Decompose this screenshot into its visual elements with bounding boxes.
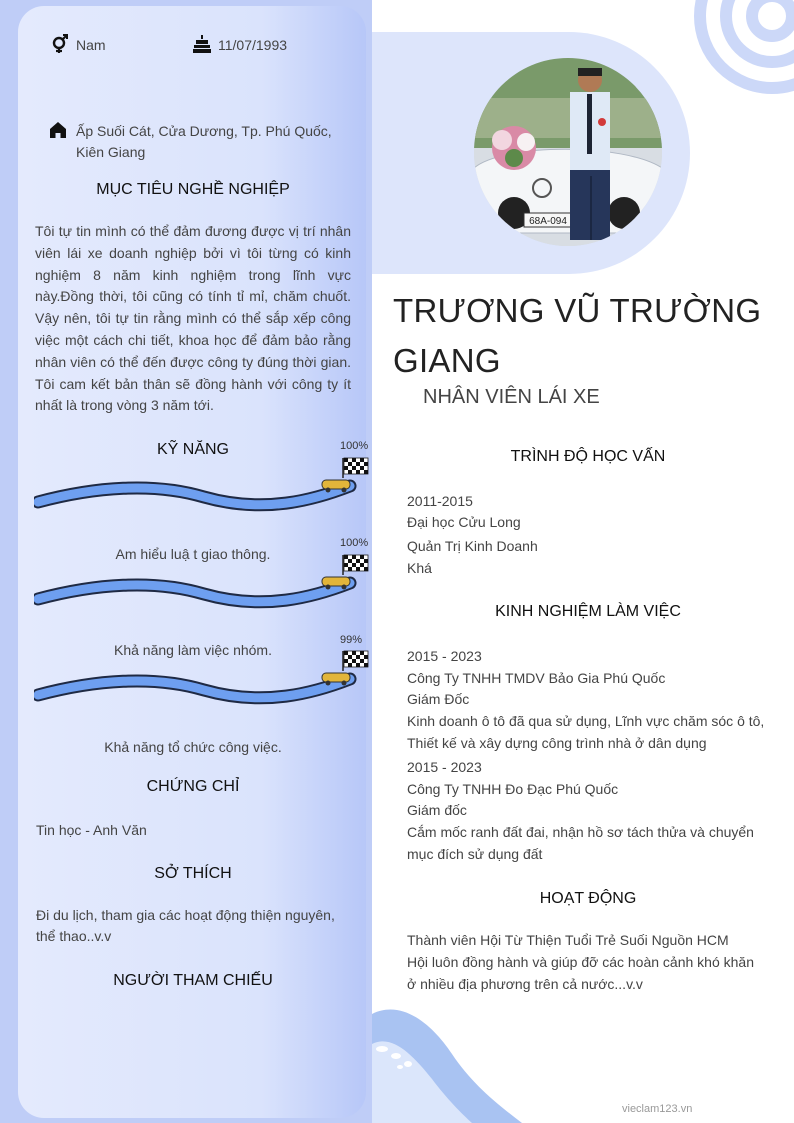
- skill-percent: 99%: [340, 634, 363, 646]
- objective-text: Tôi tự tin mình có thể đảm đương được vị trí nhân viên lái xe doanh nghiệp bởi vì tôi từng có kinh nghiệm 8 năm kinh nghiệm trong lĩnh vực này.Đồng thời, tôi cũng có tính tỉ mỉ, chăm chuốt. Vậy nên, tôi tự tin rằng mình có thể sắp xếp công việc một cách chi tiết, khoa học để đảm bảo rằng nhân viên có thể đến được công ty đúng thời gian. Tôi cam kết bản thân sẽ đồng hành với công ty ít nhất là trong vòng 3 năm tới.: [35, 223, 351, 414]
- experience-description: Kinh doanh ô tô đã qua sử dụng, Lĩnh vực chăm sóc ô tô, Thiết kế và xây dựng công trình nhà ở dân dụng: [407, 713, 765, 751]
- objective-title: MỤC TIÊU NGHỀ NGHIỆP: [96, 181, 290, 198]
- gender-icon: [50, 34, 70, 54]
- skill-road-graphic: [34, 549, 374, 619]
- checkered-flag-icon: [343, 458, 368, 478]
- hobbies-text: Đi du lịch, tham gia các hoạt động thiện nguyên, thể thao..v.v: [36, 907, 335, 944]
- candidate-name-line2: GIANG: [393, 342, 501, 379]
- experience-role: Giám Đốc: [407, 691, 470, 707]
- skills-title: KỸ NĂNG: [156, 441, 229, 458]
- license-plate: 68A-094: [529, 216, 567, 227]
- birthday-value: 11/07/1993: [218, 37, 288, 53]
- education-major: Quản Trị Kinh Doanh: [407, 538, 538, 554]
- experience-company: Công Ty TNHH Đo Đạc Phú Quốc: [407, 781, 619, 797]
- candidate-name-line1: TRƯƠNG VŨ TRƯỜNG: [393, 292, 762, 329]
- skill-road-graphic: [34, 645, 374, 715]
- checkered-flag-icon: [343, 651, 368, 671]
- candidate-position: NHÂN VIÊN LÁI XE: [423, 386, 600, 408]
- experience-role: Giám đốc: [407, 802, 467, 818]
- checkered-flag-icon: [343, 555, 368, 575]
- education-period: 2011-2015: [407, 493, 473, 509]
- experience-description: Cắm mốc ranh đất đai, nhận hồ sơ tách thửa và chuyển mục đích sử dụng đất: [407, 824, 754, 862]
- education-title: TRÌNH ĐỘ HỌC VẤN: [510, 448, 666, 465]
- hobbies-title: SỞ THÍCH: [154, 865, 232, 882]
- education-school: Đại học Cửu Long: [407, 514, 521, 530]
- activities-organization: Thành viên Hội Từ Thiện Tuổi Trẻ Suối Nguồn HCM: [407, 932, 729, 948]
- skill-percent: 100%: [340, 440, 369, 452]
- education-grade: Khá: [407, 560, 432, 576]
- address-value: Ấp Suối Cát, Cửa Dương, Tp. Phú Quốc, Kiên Giang: [76, 123, 332, 160]
- birthday-cake-icon: [192, 34, 212, 54]
- certificates-text: Tin học - Anh Văn: [36, 822, 147, 838]
- activities-description: Hội luôn đồng hành và giúp đỡ các hoàn cảnh khó khăn ở nhiều địa phương trên cả nước...v.v: [407, 954, 754, 992]
- experience-company: Công Ty TNHH TMDV Bảo Gia Phú Quốc: [407, 670, 666, 686]
- profile-photo: [474, 58, 662, 246]
- experience-period: 2015 - 2023: [407, 759, 482, 775]
- decorative-wave: [372, 1004, 532, 1123]
- decorative-circles: [690, 0, 794, 95]
- skill-road-graphic: [34, 452, 374, 522]
- skill-percent: 100%: [340, 537, 369, 549]
- references-title: NGƯỜI THAM CHIẾU: [113, 972, 273, 989]
- activities-title: HOẠT ĐỘNG: [539, 890, 637, 907]
- skill-label: Am hiểu luậ t giao thông.: [115, 546, 271, 562]
- certificates-title: CHỨNG CHỈ: [146, 778, 240, 795]
- gender-value: Nam: [76, 37, 106, 53]
- skill-label: Khả năng tổ chức công việc.: [104, 739, 282, 755]
- skill-label: Khả năng làm việc nhóm.: [114, 642, 272, 658]
- experience-title: KINH NGHIỆM LÀM VIỆC: [495, 603, 681, 620]
- footer-site-link[interactable]: vieclam123.vn: [622, 1103, 693, 1115]
- experience-period: 2015 - 2023: [407, 648, 482, 664]
- home-icon: [49, 121, 67, 139]
